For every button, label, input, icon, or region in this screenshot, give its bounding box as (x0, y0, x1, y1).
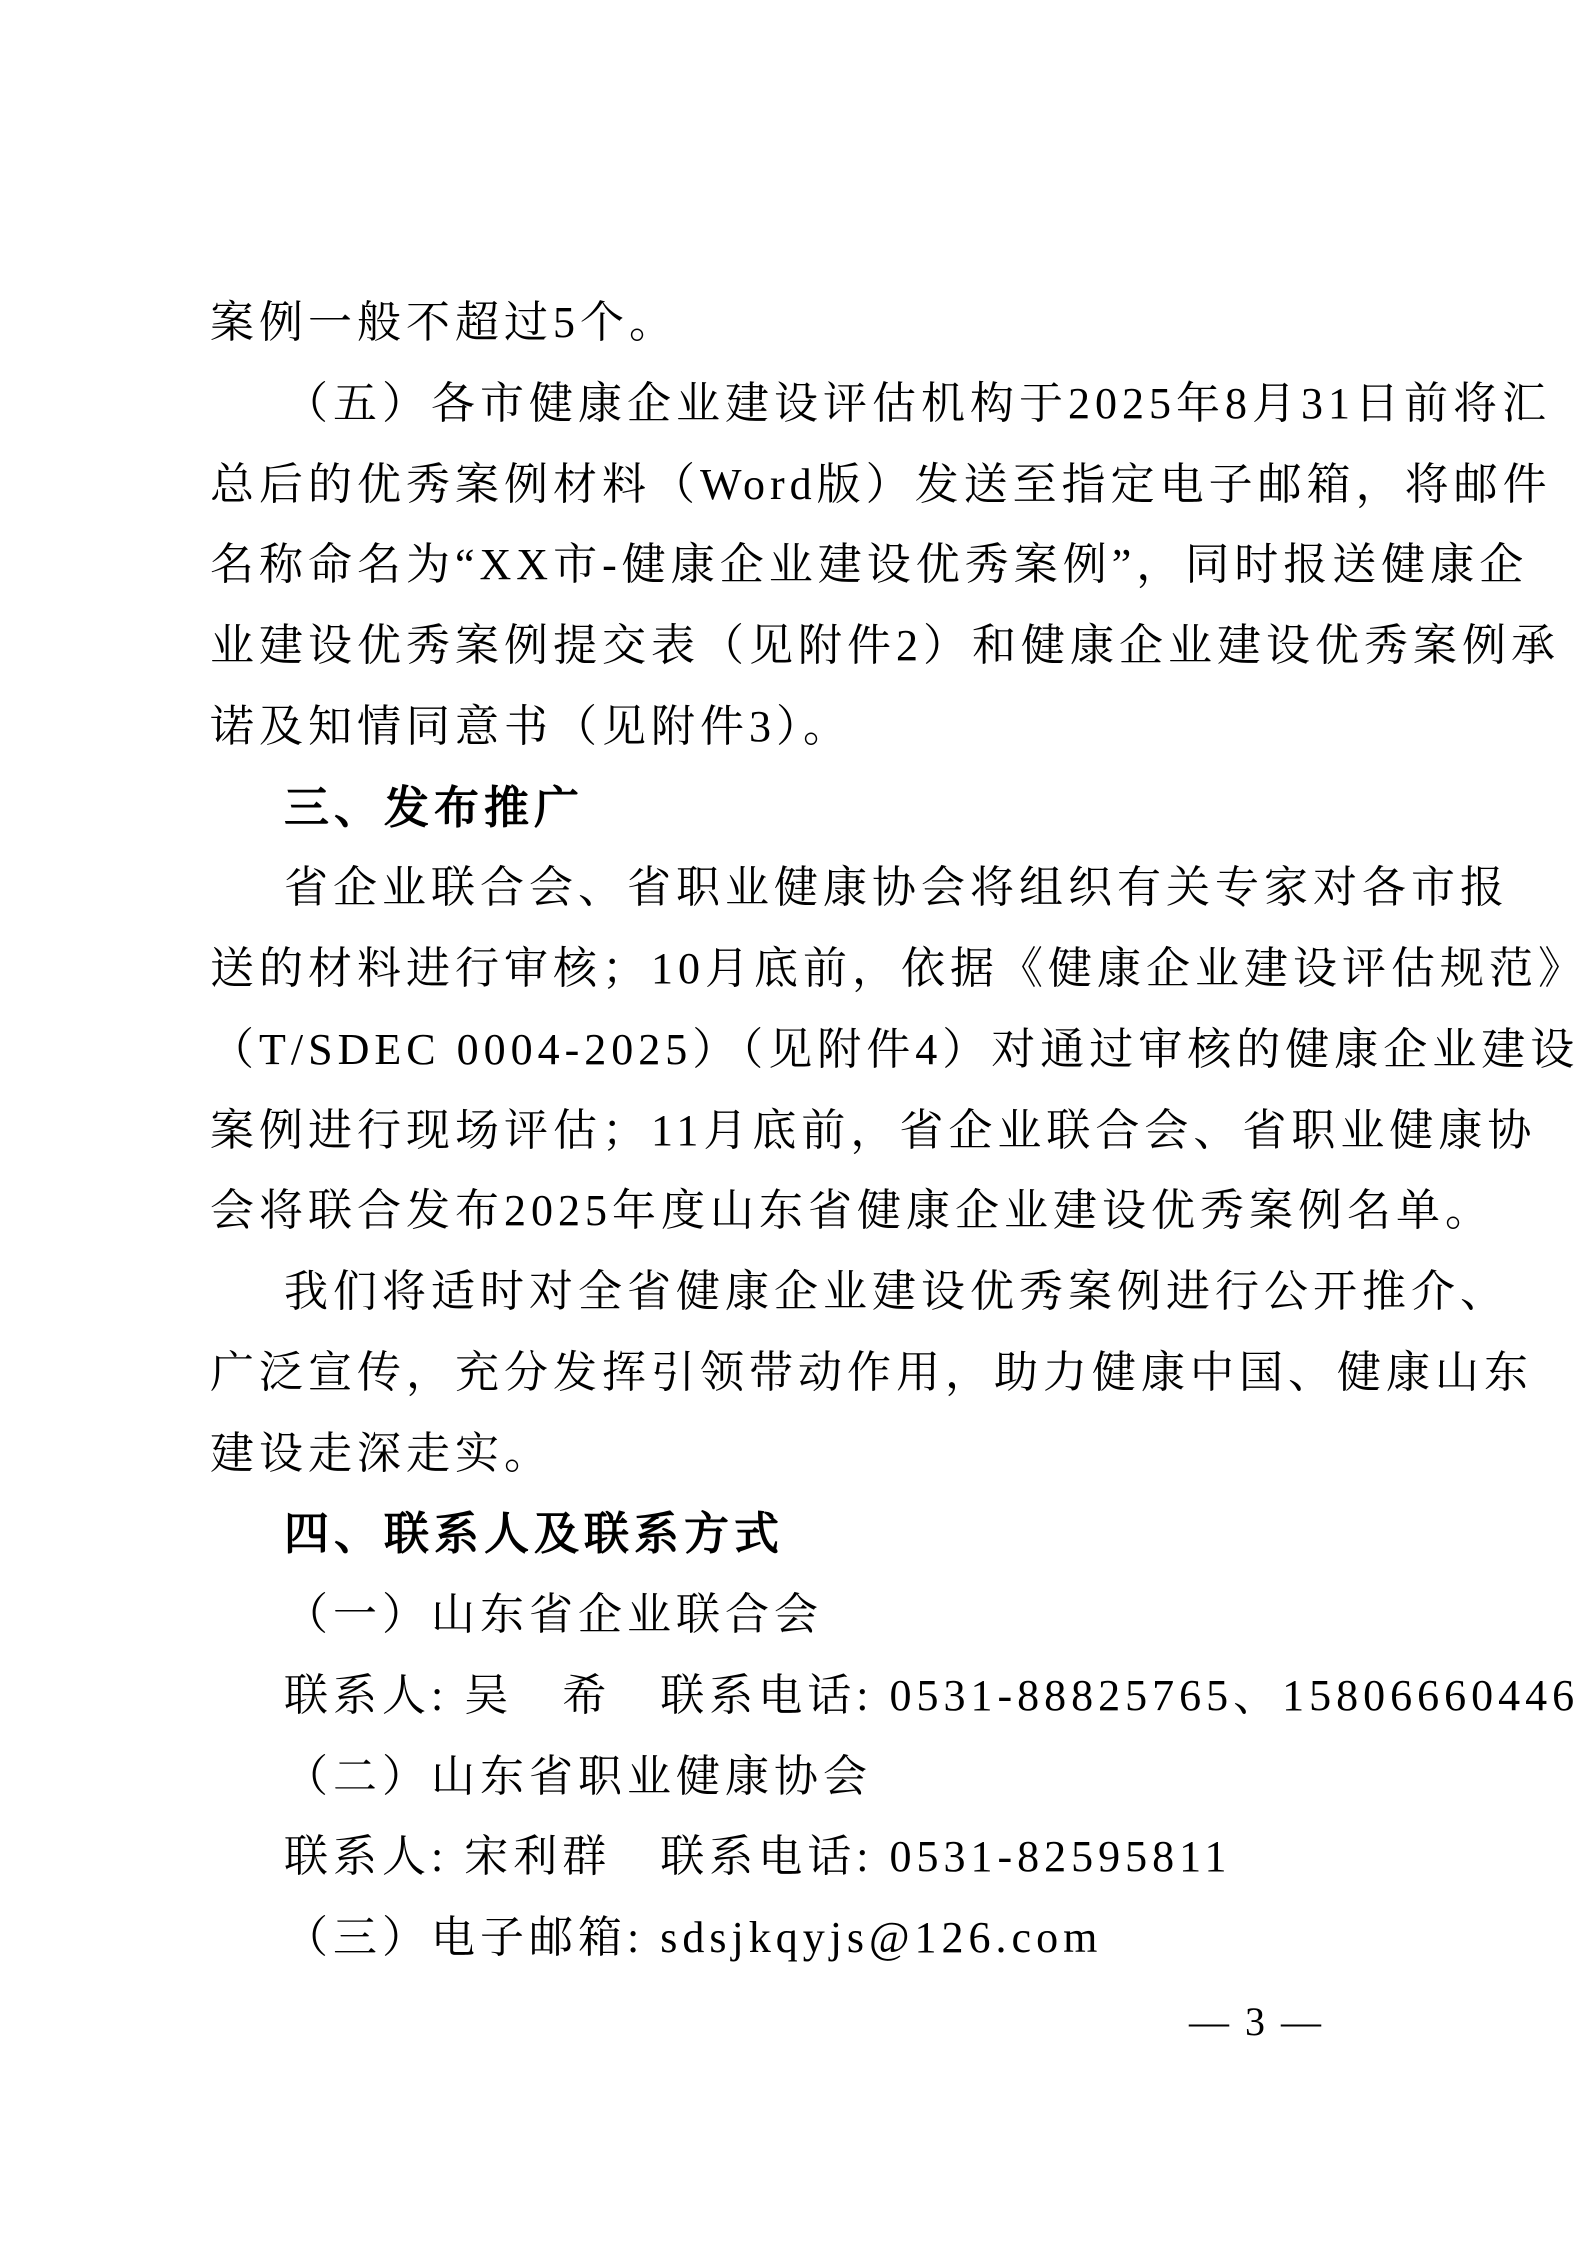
text-line: 建设走深走实。 (210, 1428, 553, 1478)
email-line: （三）电子邮箱: sdsjkqyjs@126.com (284, 1913, 1103, 1962)
text-line: 送的材料进行审核；10月底前，依据《健康企业建设评估规范》 (210, 944, 1587, 993)
contact-line: 联系人: 宋利群 联系电话: 0531-82595811 (284, 1832, 1232, 1882)
text-line: 广泛宣传，充分发挥引领带动作用，助力健康中国、健康山东 (210, 1347, 1533, 1397)
text-line: 会将联合发布2025年度山东省健康企业建设优秀案例名单。 (210, 1186, 1494, 1236)
section-heading-3: 三、发布推广 (284, 781, 585, 833)
text-line: （二）山东省职业健康协会 (284, 1751, 872, 1801)
text-line: （一）山东省企业联合会 (284, 1590, 823, 1639)
text-line: 案例进行现场评估；11月底前，省企业联合会、省职业健康协 (210, 1105, 1537, 1155)
text-line: 我们将适时对全省健康企业建设优秀案例进行公开推介、 (284, 1267, 1509, 1316)
text-line: 总后的优秀案例材料（Word版）发送至指定电子邮箱，将邮件 (210, 459, 1552, 509)
text-line: 名称命名为“XX市-健康企业建设优秀案例”，同时报送健康企 (210, 540, 1529, 590)
page-number: — 3 — (1189, 1999, 1324, 2044)
text-line: 业建设优秀案例提交表（见附件2）和健康企业建设优秀案例承 (210, 621, 1560, 670)
section-heading-4: 四、联系人及联系方式 (284, 1508, 785, 1560)
text-line: （五）各市健康企业建设评估机构于2025年8月31日前将汇 (284, 378, 1551, 428)
contact-line: 联系人: 吴 希 联系电话: 0531-88825765、15806660446 (284, 1670, 1580, 1720)
text-line: 案例一般不超过5个。 (210, 298, 678, 347)
text-line: （T/SDEC 0004-2025）（见附件4）对通过审核的健康企业建设 (210, 1024, 1580, 1074)
text-line: 诺及知情同意书（见附件3）。 (210, 701, 852, 751)
document-body (210, 283, 1587, 1979)
text-line: 省企业联合会、省职业健康协会将组织有关专家对各市报 (284, 863, 1509, 913)
